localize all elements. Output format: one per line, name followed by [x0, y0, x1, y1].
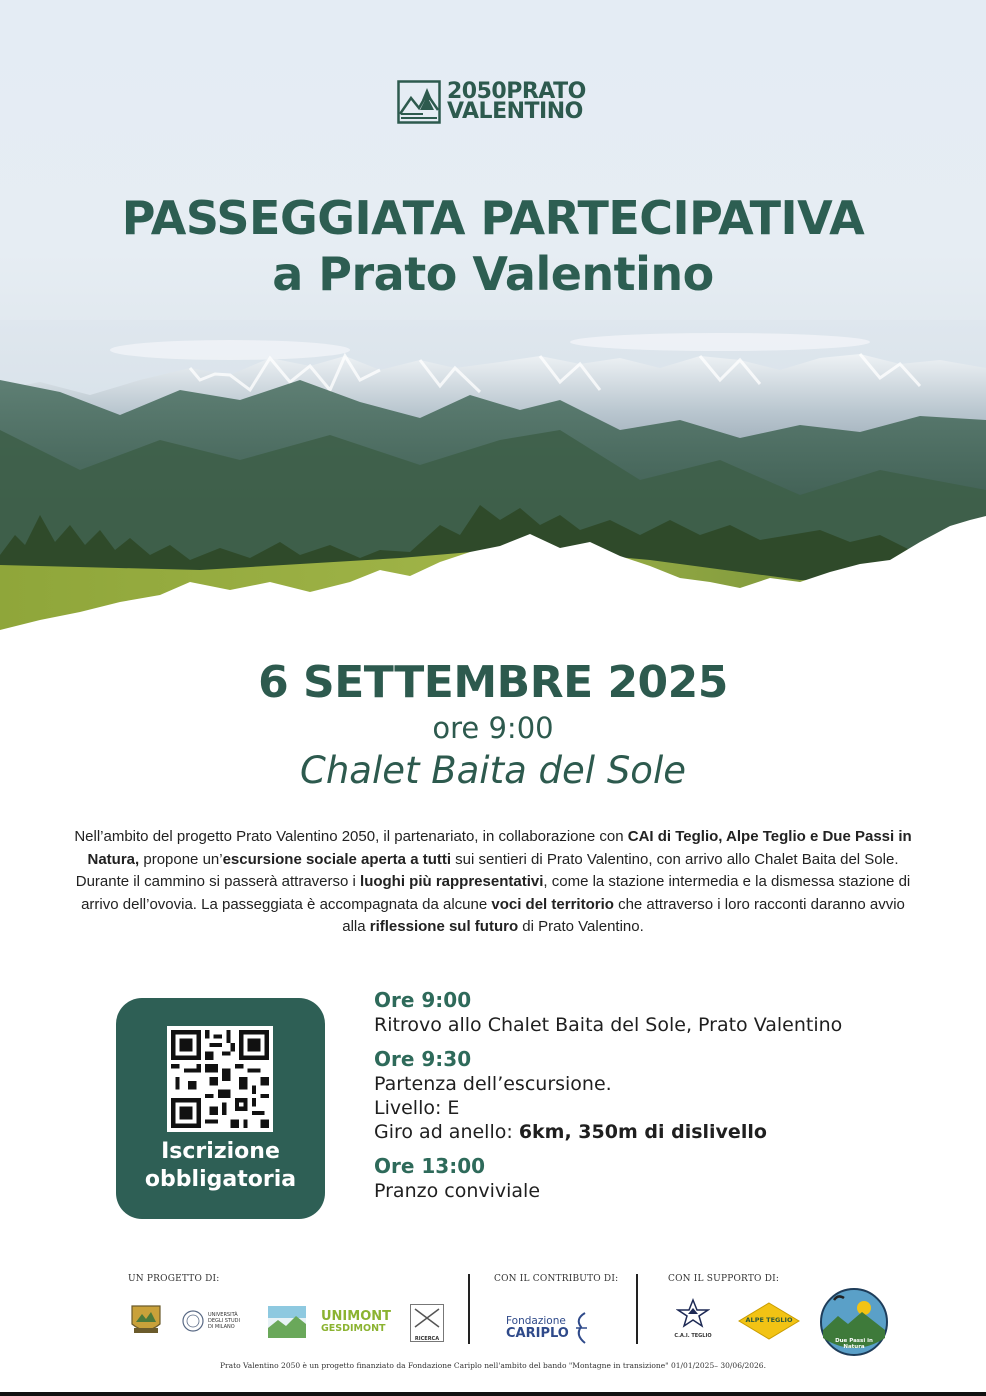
label-support: CON IL SUPPORTO DI:	[668, 1274, 780, 1284]
schedule-text: Pranzo conviviale	[374, 1180, 541, 1202]
sky-background	[0, 0, 986, 360]
schedule-text: Partenza dell’escursione.	[374, 1073, 612, 1095]
bottom-border	[0, 1392, 986, 1396]
mountain-landscape-image	[0, 320, 986, 640]
mountain-forest-icon	[397, 80, 441, 124]
teglio-crest-logo	[128, 1302, 164, 1338]
cai-teglio-logo: C.A.I. TEGLIO	[672, 1298, 714, 1339]
cariplo-mark-icon	[573, 1311, 591, 1345]
schedule-text: Ritrovo allo Chalet Baita del Sole, Prato Valentino	[374, 1014, 843, 1036]
logo-line2: VALENTINO	[447, 99, 583, 124]
registration-card[interactable]	[116, 998, 325, 1219]
schedule-time: Ore 9:00	[374, 988, 472, 1012]
schedule-level: Livello: E	[374, 1097, 460, 1119]
schedule-item	[374, 988, 934, 1037]
schedule-time: Ore 13:00	[374, 1154, 486, 1178]
schedule-route: Giro ad anello: 6km, 350m di dislivello	[374, 1121, 767, 1143]
fine-print: Prato Valentino 2050 è un progetto finanziato da Fondazione Cariplo nell'ambito del bando "Montagne in transizione" 01/01/2025– 30/06/2026.	[220, 1361, 766, 1370]
schedule-item	[374, 1154, 934, 1203]
ricerca-mark-icon	[411, 1305, 443, 1331]
registration-label: Iscrizione obbligatoria	[144, 1139, 297, 1192]
unimont-logo: UNIMONT GESDIMONT	[321, 1309, 392, 1334]
event-date: 6 SETTEMBRE 2025	[258, 657, 728, 708]
event-time: ore 9:00	[432, 711, 554, 745]
title-line1: PASSEGGIATA PARTECIPATIVA	[121, 191, 865, 245]
schedule-time: Ore 9:30	[374, 1047, 472, 1071]
label-project: UN PROGETTO DI:	[128, 1274, 220, 1284]
unimi-seal-icon	[182, 1310, 204, 1332]
schedule-item	[374, 1047, 934, 1144]
event-place: Chalet Baita del Sole	[299, 749, 686, 792]
landscape-badge-logo	[268, 1306, 306, 1338]
divider	[468, 1274, 470, 1344]
qr-code-icon[interactable]	[167, 1026, 273, 1132]
project-logo	[397, 78, 586, 126]
unimi-logo: UNIVERSITÀ DEGLI STUDI DI MILANO	[182, 1310, 240, 1332]
title-line2: a Prato Valentino	[272, 247, 714, 301]
label-contribution: CON IL CONTRIBUTO DI:	[494, 1274, 619, 1284]
event-description: Nell’ambito del progetto Prato Valentino 2050, il partenariato, in collaborazione con CAI di Teglio, Alpe Teglio e Due Passi in Natura, propone un’escursione sociale aperta a tutti sui sentieri di Prato Valentino, con arrivo allo Chalet Baita del Sole. Durante il cammino si passerà attraverso i luoghi più rappresentativi, come la stazione intermedia e la dismessa stazione di arrivo dell’ovovia. La passeggiata è accompagnata da alcune voci del territorio che attraverso i loro racconti daranno avvio alla riflessione sul futuro di Prato Valentino.	[74, 828, 912, 935]
logo-line1: 2050PRATO	[447, 79, 586, 104]
divider	[636, 1274, 638, 1344]
page-title	[0, 190, 986, 302]
cai-star-icon	[676, 1298, 710, 1328]
cariplo-logo: Fondazione CARIPLO	[506, 1311, 591, 1345]
schedule	[374, 988, 934, 1213]
alpe-teglio-logo: ALPE TEGLIO	[738, 1302, 800, 1340]
due-passi-logo: Due Passi in Natura	[820, 1288, 888, 1356]
ricerca-logo: RICERCA	[410, 1304, 444, 1342]
